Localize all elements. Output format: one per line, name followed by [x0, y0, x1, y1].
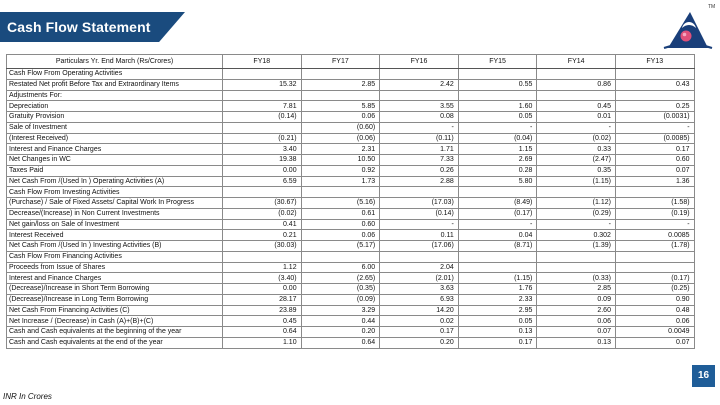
table-cell: 0.04 [458, 230, 537, 241]
table-cell: (0.0085) [615, 133, 694, 144]
table-cell: 0.48 [615, 305, 694, 316]
table-cell: 0.17 [458, 337, 537, 348]
row-label: Depreciation [7, 101, 223, 112]
table-cell [537, 187, 616, 198]
row-label: Cash and Cash equivalents at the end of the year [7, 337, 223, 348]
table-row [7, 251, 695, 262]
table-cell: 14.20 [380, 305, 459, 316]
table-cell: 2.88 [380, 176, 459, 187]
table-cell: 1.60 [458, 101, 537, 112]
table-cell: (0.25) [615, 284, 694, 295]
table-cell: (0.21) [223, 133, 302, 144]
table-cell: 0.64 [301, 337, 380, 348]
table-row [7, 69, 695, 80]
table-cell: 2.33 [458, 294, 537, 305]
row-label: (Decrease)/Increase in Long Term Borrowing [7, 294, 223, 305]
table-cell: 0.45 [223, 316, 302, 327]
table-cell: - [537, 219, 616, 230]
particulars-header: Particulars Yr. End March (Rs/Crores) [7, 55, 223, 69]
row-label: (Decrease)/Increase in Short Term Borrowing [7, 284, 223, 295]
page-title: Cash Flow Statement [7, 19, 151, 35]
table-cell: 0.05 [458, 112, 537, 123]
table-cell [301, 90, 380, 101]
row-label: Decrease/(Increase) in Non Current Investments [7, 208, 223, 219]
row-label: Adjustments For: [7, 90, 223, 101]
table-cell [380, 187, 459, 198]
table-cell: 0.33 [537, 144, 616, 155]
table-cell: (0.60) [301, 122, 380, 133]
table-cell: 0.06 [615, 316, 694, 327]
table-cell: 0.21 [223, 230, 302, 241]
table-cell: (0.35) [301, 284, 380, 295]
year-header: FY13 [615, 55, 694, 69]
table-cell: (1.78) [615, 241, 694, 252]
cash-flow-table [6, 54, 695, 349]
table-row [7, 79, 695, 90]
table-cell: 0.60 [301, 219, 380, 230]
table-cell: 1.71 [380, 144, 459, 155]
table-cell: 0.64 [223, 327, 302, 338]
table-cell [537, 251, 616, 262]
table-cell [615, 90, 694, 101]
table-row [7, 155, 695, 166]
table-cell: 1.73 [301, 176, 380, 187]
table-row [7, 112, 695, 123]
table-cell: 0.06 [301, 112, 380, 123]
table-cell [458, 251, 537, 262]
table-cell: - [458, 122, 537, 133]
table-cell: 15.32 [223, 79, 302, 90]
table-cell [223, 90, 302, 101]
row-label: Cash Flow From Operating Activities [7, 69, 223, 80]
year-header: FY18 [223, 55, 302, 69]
table-cell: 0.43 [615, 79, 694, 90]
table-cell: 0.55 [458, 79, 537, 90]
table-cell [615, 187, 694, 198]
row-label: Net Cash From Financing Activities (C) [7, 305, 223, 316]
table-cell [301, 251, 380, 262]
table-cell [458, 187, 537, 198]
table-cell: (2.47) [537, 155, 616, 166]
year-header: FY14 [537, 55, 616, 69]
table-row [7, 241, 695, 252]
row-label: (Purchase) / Sale of Fixed Assets/ Capital Work In Progress [7, 198, 223, 209]
table-row [7, 284, 695, 295]
table-cell: (1.15) [537, 176, 616, 187]
table-cell: (17.03) [380, 198, 459, 209]
row-label: Net Changes in WC [7, 155, 223, 166]
year-header: FY16 [380, 55, 459, 69]
table-cell: 2.69 [458, 155, 537, 166]
table-cell: 0.45 [537, 101, 616, 112]
table-cell: 0.00 [223, 165, 302, 176]
table-cell: (5.16) [301, 198, 380, 209]
table-cell: 0.26 [380, 165, 459, 176]
table-cell: 19.38 [223, 155, 302, 166]
table-header-row [7, 55, 695, 69]
row-label: Interest and Finance Charges [7, 144, 223, 155]
table-cell: - [537, 122, 616, 133]
table-cell: 0.17 [615, 144, 694, 155]
table-cell: (5.17) [301, 241, 380, 252]
table-cell [223, 251, 302, 262]
table-cell: 0.20 [380, 337, 459, 348]
table-cell: 0.06 [301, 230, 380, 241]
table-row [7, 198, 695, 209]
table-cell: 1.36 [615, 176, 694, 187]
table-cell: - [380, 122, 459, 133]
year-header: FY15 [458, 55, 537, 69]
table-cell [380, 90, 459, 101]
table-cell: 6.00 [301, 262, 380, 273]
table-cell: 0.25 [615, 101, 694, 112]
table-cell: 0.0049 [615, 327, 694, 338]
table-row [7, 262, 695, 273]
row-label: Net Cash From /(Used In ) Operating Activities (A) [7, 176, 223, 187]
table-cell: 0.302 [537, 230, 616, 241]
table-row [7, 133, 695, 144]
table-cell: - [615, 122, 694, 133]
table-row [7, 187, 695, 198]
table-cell: (0.06) [301, 133, 380, 144]
table-cell: 0.09 [537, 294, 616, 305]
table-cell: 3.29 [301, 305, 380, 316]
row-label: Interest Received [7, 230, 223, 241]
table-cell: 5.80 [458, 176, 537, 187]
table-cell: (17.06) [380, 241, 459, 252]
table-cell [537, 69, 616, 80]
table-row [7, 165, 695, 176]
table-cell [223, 122, 302, 133]
row-label: Cash Flow From Financing Activities [7, 251, 223, 262]
table-cell: (0.33) [537, 273, 616, 284]
table-cell: 0.35 [537, 165, 616, 176]
table-cell: (0.17) [458, 208, 537, 219]
table-cell: 0.13 [458, 327, 537, 338]
row-label: Cash and Cash equivalents at the beginning of the year [7, 327, 223, 338]
table-cell: (1.12) [537, 198, 616, 209]
row-label: Sale of Investment [7, 122, 223, 133]
row-label: Net gain/loss on Sale of Investment [7, 219, 223, 230]
table-cell: 7.33 [380, 155, 459, 166]
table-cell: - [458, 219, 537, 230]
table-cell [537, 90, 616, 101]
table-cell: 1.76 [458, 284, 537, 295]
table-row [7, 219, 695, 230]
table-cell: (0.14) [380, 208, 459, 219]
table-row [7, 208, 695, 219]
table-cell: (2.01) [380, 273, 459, 284]
table-cell: (30.67) [223, 198, 302, 209]
table-row [7, 305, 695, 316]
table-cell: 0.20 [301, 327, 380, 338]
table-cell: (8.71) [458, 241, 537, 252]
table-cell: (0.0031) [615, 112, 694, 123]
table-cell [458, 69, 537, 80]
row-label: Proceeds from Issue of Shares [7, 262, 223, 273]
table-cell: 5.85 [301, 101, 380, 112]
table-cell [458, 90, 537, 101]
table-cell: 2.95 [458, 305, 537, 316]
table-cell: 0.17 [380, 327, 459, 338]
row-label: Net Increase / (Decrease) in Cash (A)+(B)+(C) [7, 316, 223, 327]
table-cell: 23.89 [223, 305, 302, 316]
table-row [7, 176, 695, 187]
table-cell: 0.07 [537, 327, 616, 338]
table-cell: - [380, 219, 459, 230]
table-cell: 0.07 [615, 165, 694, 176]
table-cell [615, 69, 694, 80]
row-label: Taxes Paid [7, 165, 223, 176]
table-cell: 0.61 [301, 208, 380, 219]
table-row [7, 101, 695, 112]
table-cell: (0.02) [537, 133, 616, 144]
table-cell: 0.01 [537, 112, 616, 123]
table-cell: 0.00 [223, 284, 302, 295]
table-cell: 0.60 [615, 155, 694, 166]
table-cell: 0.86 [537, 79, 616, 90]
table-cell [380, 251, 459, 262]
table-cell [301, 69, 380, 80]
table-cell: (30.03) [223, 241, 302, 252]
row-label: Interest and Finance Charges [7, 273, 223, 284]
trademark-mark: TM [708, 4, 716, 10]
table-cell: 3.63 [380, 284, 459, 295]
table-cell: 7.81 [223, 101, 302, 112]
table-row [7, 144, 695, 155]
table-row [7, 90, 695, 101]
table-cell: 0.02 [380, 316, 459, 327]
table-cell: 0.11 [380, 230, 459, 241]
table-row [7, 337, 695, 348]
table-cell [380, 69, 459, 80]
page-number-badge: 16 [692, 365, 715, 387]
row-label: (Interest Received) [7, 133, 223, 144]
table-cell: (2.65) [301, 273, 380, 284]
table-cell: 10.50 [301, 155, 380, 166]
table-cell: (8.49) [458, 198, 537, 209]
table-cell: 1.10 [223, 337, 302, 348]
units-footnote: INR In Crores [3, 392, 52, 401]
table-body [7, 69, 695, 349]
table-cell: 0.28 [458, 165, 537, 176]
table-row [7, 294, 695, 305]
table-cell: (0.17) [615, 273, 694, 284]
row-label: Net Cash From /(Used In ) Investing Activities (B) [7, 241, 223, 252]
table-cell: 0.13 [537, 337, 616, 348]
table-cell: 0.08 [380, 112, 459, 123]
table-cell: (0.09) [301, 294, 380, 305]
row-label: Gratuity Provision [7, 112, 223, 123]
row-label: Restated Net profit Before Tax and Extraordinary Items [7, 79, 223, 90]
table-cell: 2.42 [380, 79, 459, 90]
table-row [7, 316, 695, 327]
table-cell: 0.44 [301, 316, 380, 327]
table-cell: (0.02) [223, 208, 302, 219]
table-cell: 2.60 [537, 305, 616, 316]
row-label: Cash Flow From Investing Activities [7, 187, 223, 198]
table-cell: 0.07 [615, 337, 694, 348]
table-cell: 2.85 [301, 79, 380, 90]
table-row [7, 122, 695, 133]
table-cell [301, 187, 380, 198]
table-cell: - [615, 219, 694, 230]
table-cell [223, 187, 302, 198]
table-cell: 2.04 [380, 262, 459, 273]
table-cell: 3.40 [223, 144, 302, 155]
table-cell: (1.15) [458, 273, 537, 284]
table-cell: 0.05 [458, 316, 537, 327]
table-cell: 2.85 [537, 284, 616, 295]
table-cell [537, 262, 616, 273]
table-cell: (1.58) [615, 198, 694, 209]
table-cell: 0.0085 [615, 230, 694, 241]
table-cell: (0.04) [458, 133, 537, 144]
table-cell: (0.14) [223, 112, 302, 123]
table-cell: (0.19) [615, 208, 694, 219]
table-cell: 2.31 [301, 144, 380, 155]
year-header: FY17 [301, 55, 380, 69]
table-cell: 28.17 [223, 294, 302, 305]
table-cell: 0.41 [223, 219, 302, 230]
table-row [7, 327, 695, 338]
table-cell: 6.59 [223, 176, 302, 187]
table-cell: (0.11) [380, 133, 459, 144]
table-cell [223, 69, 302, 80]
table-cell: (3.40) [223, 273, 302, 284]
table-cell: 1.15 [458, 144, 537, 155]
table-row [7, 230, 695, 241]
table-cell: 0.90 [615, 294, 694, 305]
table-cell: 0.92 [301, 165, 380, 176]
table-cell: 3.55 [380, 101, 459, 112]
table-cell: 0.06 [537, 316, 616, 327]
table-row [7, 273, 695, 284]
table-cell: (0.29) [537, 208, 616, 219]
table-cell [615, 251, 694, 262]
table-cell [458, 262, 537, 273]
table-cell [615, 262, 694, 273]
table-cell: 6.93 [380, 294, 459, 305]
table-cell: 1.12 [223, 262, 302, 273]
table-cell: (1.39) [537, 241, 616, 252]
